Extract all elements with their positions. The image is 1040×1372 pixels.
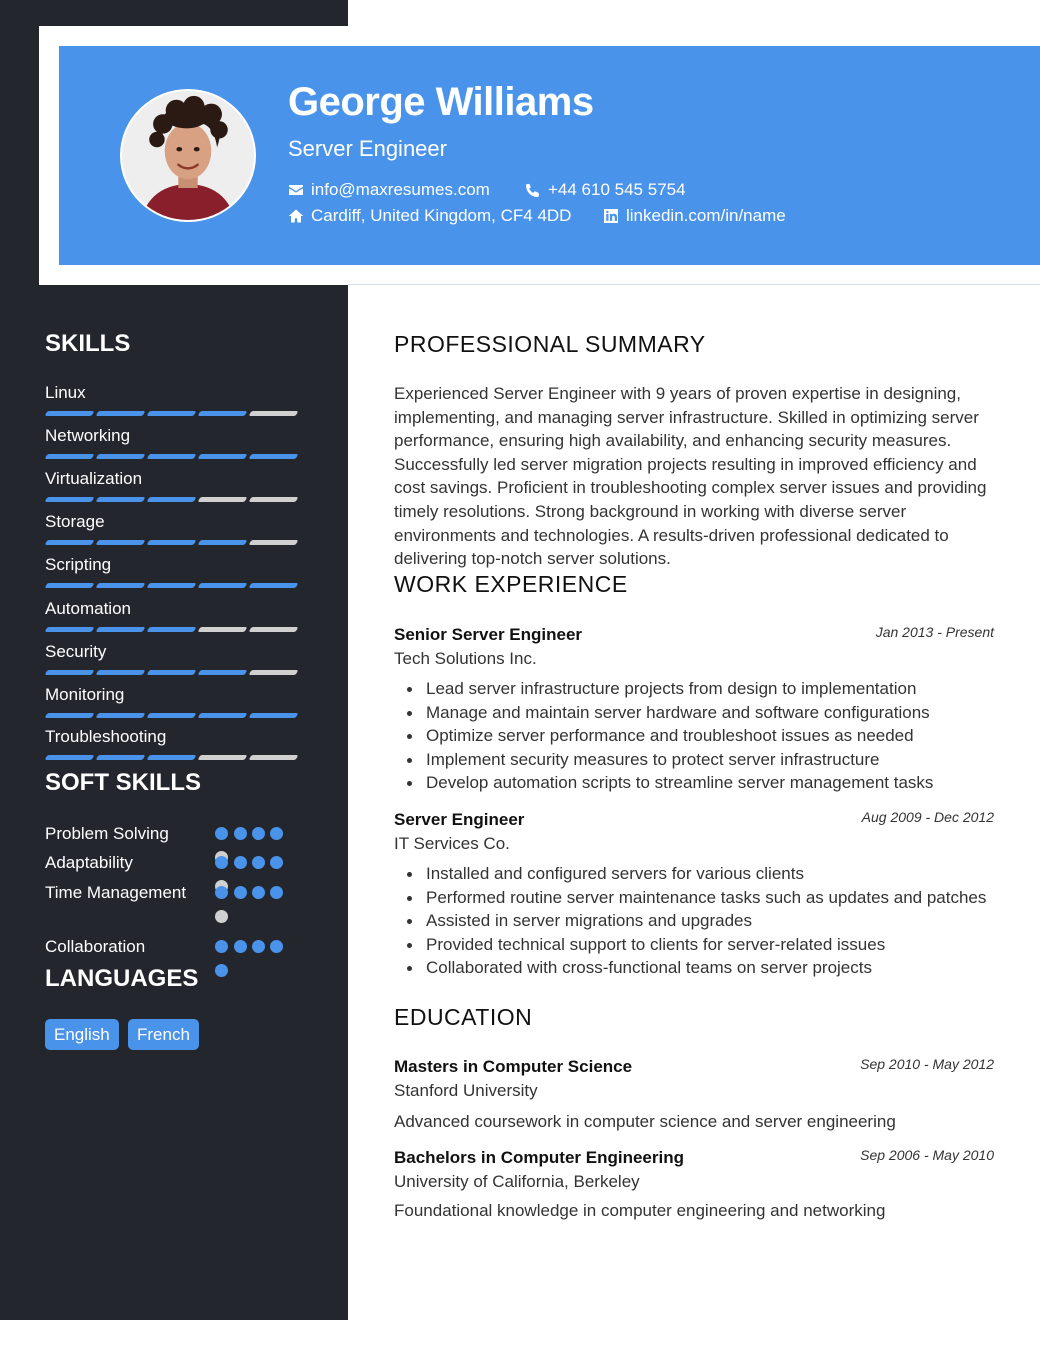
skill-level-segment <box>198 454 248 459</box>
soft-skill-dot <box>215 964 228 977</box>
language-tag: French <box>128 1019 199 1050</box>
skill-level-segment <box>249 540 299 545</box>
skill-level-segment <box>45 540 95 545</box>
skill-level-segment <box>45 755 95 760</box>
job-bullet: Installed and configured servers for various clients <box>426 862 1001 886</box>
soft-skill-dot <box>234 827 247 840</box>
skill-name: Storage <box>45 512 105 531</box>
contact-address-text: Cardiff, United Kingdom, CF4 4DD <box>311 206 572 225</box>
header-divider <box>348 284 1040 285</box>
skill-level-segment <box>147 411 197 416</box>
job-company: IT Services Co. <box>394 834 510 853</box>
job-dates: Jan 2013 - Present <box>875 624 994 640</box>
skill-name: Security <box>45 642 107 661</box>
soft-skill-dot <box>270 940 283 953</box>
education-dates: Sep 2006 - May 2010 <box>860 1147 994 1163</box>
skill-level-segment <box>45 497 95 502</box>
skill-level-segment <box>45 454 95 459</box>
education-degree: Masters in Computer Science <box>394 1057 633 1076</box>
skill-level-segment <box>96 454 146 459</box>
job-dates: Aug 2009 - Dec 2012 <box>861 809 994 825</box>
soft-skill-dot <box>215 910 228 923</box>
job-bullet: Develop automation scripts to streamline server management tasks <box>426 771 1001 795</box>
skill-level-bar <box>46 497 297 502</box>
education-description: Advanced coursework in computer science and server engineering <box>394 1112 896 1131</box>
soft-skill-name: Problem Solving <box>45 824 169 843</box>
skill-level-segment <box>45 627 95 632</box>
soft-skill-dot <box>252 856 265 869</box>
skill-level-segment <box>147 540 197 545</box>
candidate-title: Server Engineer <box>288 136 447 161</box>
skill-name: Automation <box>45 599 131 618</box>
contact-linkedin[interactable] <box>603 206 786 226</box>
soft-skills-heading: SOFT SKILLS <box>45 769 201 796</box>
education-dates: Sep 2010 - May 2012 <box>860 1056 994 1072</box>
skill-level-segment <box>147 497 197 502</box>
job-bullet: Optimize server performance and troubleshoot issues as needed <box>426 724 1001 748</box>
skill-level-segment <box>96 583 146 588</box>
skill-level-segment <box>96 627 146 632</box>
job-bullets <box>426 862 1001 980</box>
skill-level-segment <box>96 497 146 502</box>
skill-level-segment <box>249 755 299 760</box>
skill-level-bar <box>46 411 297 416</box>
skill-level-segment <box>96 670 146 675</box>
soft-skill-dot <box>215 856 228 869</box>
soft-skill-dot <box>252 940 265 953</box>
skill-level-segment <box>147 670 197 675</box>
profile-photo-illustration <box>122 91 254 220</box>
languages-heading: LANGUAGES <box>45 965 199 992</box>
skill-level-segment <box>147 627 197 632</box>
soft-skill-dot <box>234 940 247 953</box>
job-bullet: Collaborated with cross-functional teams on server projects <box>426 956 1001 980</box>
education-description: Foundational knowledge in computer engineering and networking <box>394 1201 886 1220</box>
soft-skill-dot <box>252 886 265 899</box>
skill-level-segment <box>147 713 197 718</box>
skill-level-bar <box>46 670 297 675</box>
skill-level-segment <box>249 713 299 718</box>
skill-level-bar <box>46 755 297 760</box>
soft-skill-name: Adaptability <box>45 853 133 872</box>
skill-level-bar <box>46 540 297 545</box>
job-bullet: Implement security measures to protect server infrastructure <box>426 748 1001 772</box>
skill-level-segment <box>45 411 95 416</box>
skill-level-segment <box>45 713 95 718</box>
contact-email[interactable] <box>288 180 490 200</box>
skill-level-segment <box>198 411 248 416</box>
contact-phone[interactable] <box>525 180 686 200</box>
education-school: University of California, Berkeley <box>394 1172 640 1191</box>
job-bullet: Performed routine server maintenance tasks such as updates and patches <box>426 886 1001 910</box>
skill-level-segment <box>96 755 146 760</box>
skill-level-segment <box>198 713 248 718</box>
skill-level-segment <box>249 454 299 459</box>
soft-skill-dot <box>234 886 247 899</box>
skill-level-segment <box>147 583 197 588</box>
job-bullet: Lead server infrastructure projects from design to implementation <box>426 677 1001 701</box>
job-company: Tech Solutions Inc. <box>394 649 537 668</box>
contact-email-text: info@maxresumes.com <box>311 180 490 199</box>
skill-level-segment <box>249 497 299 502</box>
soft-skill-dot <box>270 827 283 840</box>
skill-level-segment <box>147 755 197 760</box>
job-role: Senior Server Engineer <box>394 625 583 644</box>
skill-level-segment <box>45 670 95 675</box>
skill-level-bar <box>46 583 297 588</box>
skill-name: Linux <box>45 383 86 402</box>
job-bullets <box>426 677 1001 795</box>
skill-level-bar <box>46 627 297 632</box>
skill-name: Scripting <box>45 555 112 574</box>
soft-skill-dot <box>270 856 283 869</box>
candidate-name: George Williams <box>288 80 594 124</box>
education-heading: EDUCATION <box>394 1004 533 1030</box>
job-role: Server Engineer <box>394 810 525 829</box>
skill-level-segment <box>96 540 146 545</box>
skill-level-segment <box>96 713 146 718</box>
job-bullet: Assisted in server migrations and upgrades <box>426 909 1001 933</box>
skill-level-segment <box>45 583 95 588</box>
skill-level-bar <box>46 713 297 718</box>
skill-level-segment <box>198 497 248 502</box>
contact-address <box>288 206 571 226</box>
skill-level-bar <box>46 454 297 459</box>
summary-text: Experienced Server Engineer with 9 years of proven expertise in designing, implementing, and managing server infrastructure. Skilled in optimizing server performance, ensuring high availability, and enhancing security measures. Successfully led server migration projects resulting in improved efficiency and cost savings. Proficient in troubleshooting complex server issues and providing timely resolutions. Strong background in working with diverse server environments and technologies. A results-driven professional dedicated to delivering top-notch server solutions. <box>394 384 987 569</box>
soft-skill-name: Collaboration <box>45 937 146 956</box>
soft-skill-dot <box>215 827 228 840</box>
envelope-icon <box>288 182 304 198</box>
language-tag: English <box>45 1019 119 1050</box>
skill-level-segment <box>249 670 299 675</box>
education-degree: Bachelors in Computer Engineering <box>394 1148 684 1167</box>
skills-heading: SKILLS <box>45 330 131 357</box>
skill-level-segment <box>198 583 248 588</box>
phone-icon <box>525 182 541 198</box>
experience-heading: WORK EXPERIENCE <box>394 571 628 597</box>
soft-skill-dot <box>215 886 228 899</box>
soft-skill-dot <box>215 940 228 953</box>
home-icon <box>288 208 304 224</box>
skill-level-segment <box>198 755 248 760</box>
skill-name: Troubleshooting <box>45 727 167 746</box>
skill-level-segment <box>198 627 248 632</box>
soft-skill-dot <box>270 886 283 899</box>
soft-skill-dot <box>252 827 265 840</box>
skill-name: Networking <box>45 426 131 445</box>
skill-level-segment <box>198 670 248 675</box>
education-school: Stanford University <box>394 1081 538 1100</box>
skill-level-segment <box>249 583 299 588</box>
skill-name: Monitoring <box>45 685 125 704</box>
skill-level-segment <box>249 627 299 632</box>
soft-skill-name: Time Management <box>45 883 187 902</box>
summary-heading: PROFESSIONAL SUMMARY <box>394 331 706 357</box>
skill-level-segment <box>147 454 197 459</box>
skill-level-segment <box>96 411 146 416</box>
soft-skill-dot <box>234 856 247 869</box>
skill-name: Virtualization <box>45 469 143 488</box>
skill-level-segment <box>198 540 248 545</box>
contact-linkedin-text: linkedin.com/in/name <box>626 206 786 225</box>
linkedin-icon <box>603 208 619 224</box>
contact-phone-text: +44 610 545 5754 <box>548 180 686 199</box>
profile-photo <box>120 89 256 222</box>
job-bullet: Provided technical support to clients for server-related issues <box>426 933 1001 957</box>
skill-level-segment <box>249 411 299 416</box>
job-bullet: Manage and maintain server hardware and software configurations <box>426 701 1001 725</box>
